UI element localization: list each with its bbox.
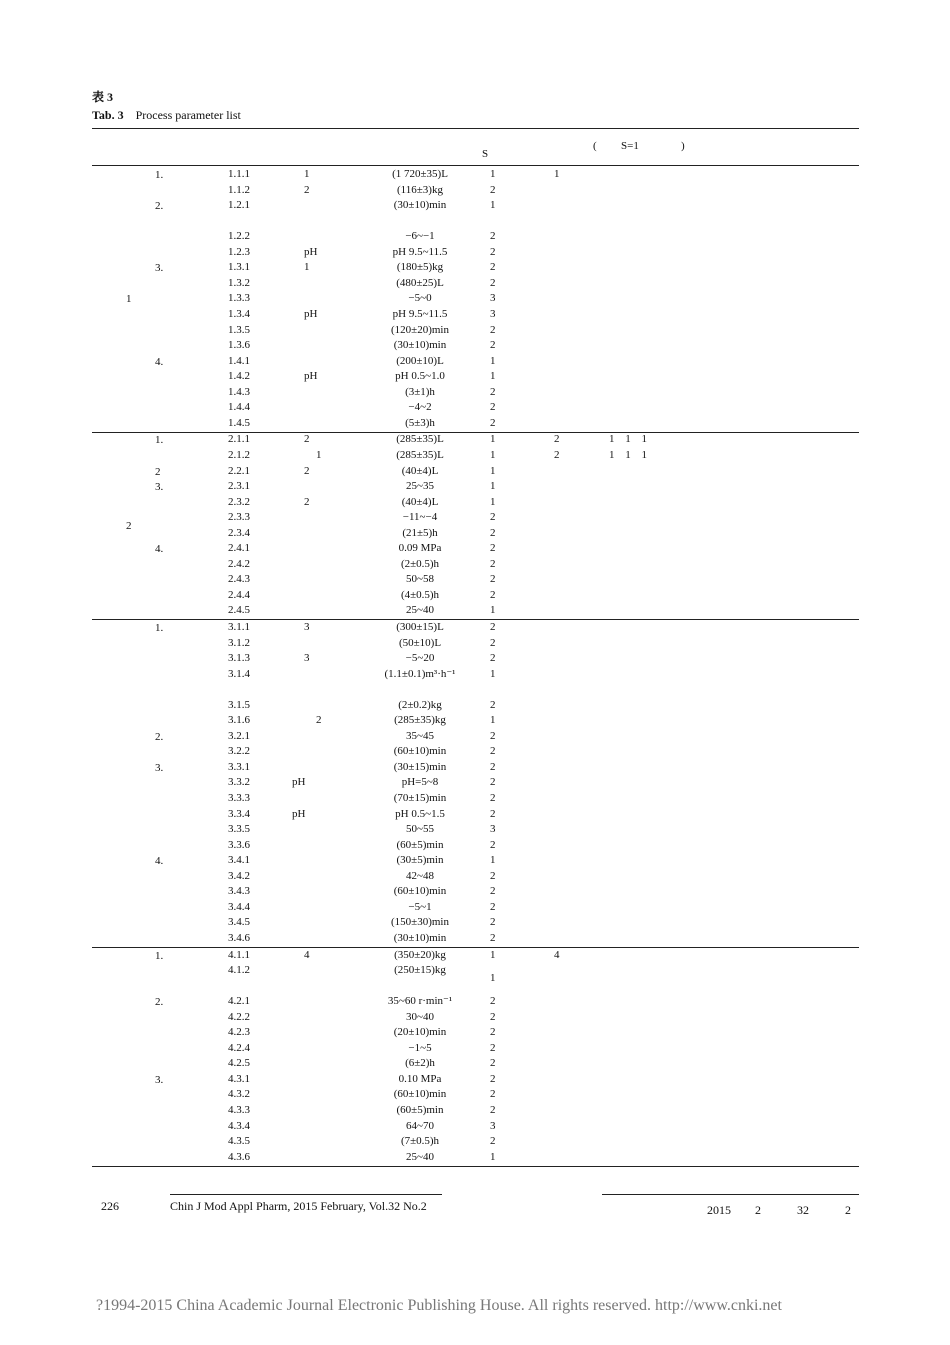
param-value: (350±20)kg xyxy=(394,948,446,961)
param-s-level: 2 xyxy=(490,838,496,851)
param-extra: 1 1 1 xyxy=(609,433,647,446)
param-s-level: 2 xyxy=(490,931,496,944)
param-id: 4.2.1 xyxy=(228,995,250,1008)
param-value: (120±20)min xyxy=(391,323,449,336)
param-value: −5~0 xyxy=(408,292,432,305)
param-s-level: 1 xyxy=(490,495,496,508)
param-s-level: 2 xyxy=(490,1026,496,1039)
param-s-level: 2 xyxy=(490,401,496,414)
header-note-open: ( xyxy=(593,140,597,152)
param-s-level: 1 xyxy=(490,480,496,492)
param-id: 4.2.2 xyxy=(228,1010,250,1023)
param-value: (21±5)h xyxy=(402,526,438,539)
param-value: (20±10)min xyxy=(393,1026,447,1039)
param-value: (285±35)L xyxy=(396,433,444,446)
param-s-level: 2 xyxy=(490,385,496,398)
param-value: 25~40 xyxy=(406,1150,434,1163)
param-material: pH xyxy=(304,370,318,383)
param-value: 25~40 xyxy=(406,604,434,617)
section-label: 1. xyxy=(155,949,164,962)
table-top-rule xyxy=(92,128,859,129)
section-label: 1. xyxy=(155,434,164,447)
section-label: 3. xyxy=(155,481,164,493)
param-value: pH 0.5~1.5 xyxy=(395,807,445,820)
param-value: 42~48 xyxy=(406,869,434,882)
param-id: 3.3.2 xyxy=(228,776,250,789)
group-label: 2 xyxy=(126,519,132,532)
param-s-level: 2 xyxy=(490,995,496,1008)
param-value: −5~1 xyxy=(408,900,432,913)
param-value: (4±0.5)h xyxy=(400,588,440,601)
param-s-level: 2 xyxy=(490,526,496,539)
param-value: −6~−1 xyxy=(405,230,435,243)
param-value: (60±10)min xyxy=(393,885,447,898)
table-bottom-rule xyxy=(92,1166,859,1167)
param-material: 1 xyxy=(304,168,310,180)
param-s-level: 2 xyxy=(490,1057,496,1070)
param-s-level: 1 xyxy=(490,714,496,727)
param-material: 3 xyxy=(304,652,310,664)
param-s-level: 2 xyxy=(490,1104,496,1116)
param-id: 3.4.2 xyxy=(228,869,250,882)
param-material: 2 xyxy=(304,464,310,477)
param-id: 1.4.4 xyxy=(228,401,250,414)
param-s-level: 2 xyxy=(490,900,496,913)
param-s-level: 1 xyxy=(490,370,496,383)
param-value: (50±10)L xyxy=(398,636,442,649)
param-id: 1.4.5 xyxy=(228,416,250,429)
section-label: 4. xyxy=(155,543,164,556)
param-value: pH 9.5~11.5 xyxy=(392,308,448,320)
param-value: 35~45 xyxy=(406,729,434,742)
param-id: 2.4.1 xyxy=(228,542,250,555)
section-label: 3. xyxy=(155,761,164,774)
param-id: 1.1.2 xyxy=(228,183,250,196)
param-s-level: 2 xyxy=(490,729,496,742)
param-value: (2±0.5)h xyxy=(400,557,440,570)
param-value: (30±10)min xyxy=(393,931,447,944)
param-id: 1.4.2 xyxy=(228,370,250,383)
param-id: 3.1.3 xyxy=(228,652,250,664)
param-value: pH=5~8 xyxy=(401,776,439,789)
page-number: 226 xyxy=(101,1199,119,1213)
param-value: (40±4)L xyxy=(401,464,439,477)
param-s-level: 2 xyxy=(490,1010,496,1023)
param-id: 4.2.4 xyxy=(228,1041,250,1054)
param-value: (150±30)min xyxy=(391,916,449,929)
param-material: 2 xyxy=(304,495,310,508)
param-id: 1.3.1 xyxy=(228,261,250,274)
param-id: 3.4.4 xyxy=(228,900,250,913)
param-value: (200±10)L xyxy=(396,354,444,367)
section-label: 2 xyxy=(155,465,161,478)
param-value: 0.09 MPa xyxy=(398,542,442,555)
group-divider xyxy=(92,432,859,433)
table-caption-en xyxy=(92,108,241,123)
param-id: 3.1.6 xyxy=(228,714,250,727)
param-id: 2.3.1 xyxy=(228,480,250,492)
param-note: 2 xyxy=(554,433,560,446)
param-material: pH xyxy=(304,245,318,258)
param-id: 4.3.2 xyxy=(228,1088,250,1101)
param-s-level: 1 xyxy=(490,604,496,617)
param-s-level: 2 xyxy=(490,776,496,789)
param-value: (285±35)L xyxy=(396,448,444,461)
param-value: pH 0.5~1.0 xyxy=(395,370,445,383)
param-id: 4.3.4 xyxy=(228,1119,250,1132)
param-id: 3.3.5 xyxy=(228,823,250,836)
param-value: (2±0.2)kg xyxy=(398,698,442,711)
section-label: 1. xyxy=(155,621,164,634)
param-value: (30±5)min xyxy=(396,854,444,867)
param-s-level: 2 xyxy=(490,1135,496,1148)
param-value: (60±5)min xyxy=(396,838,444,851)
param-s-level: 3 xyxy=(490,292,496,305)
param-s-level: 2 xyxy=(490,183,496,196)
header-note-value: S=1 xyxy=(621,140,639,152)
param-value: (116±3)kg xyxy=(397,183,443,196)
param-material: 1 xyxy=(304,261,310,274)
param-value: (3±1)h xyxy=(405,385,435,398)
table-caption-cn: 表 3 xyxy=(92,90,114,104)
param-id: 2.3.3 xyxy=(228,511,250,524)
param-value: 25~35 xyxy=(406,480,434,492)
param-id: 3.4.5 xyxy=(228,916,250,929)
param-id: 2.4.2 xyxy=(228,557,250,570)
param-value: 50~58 xyxy=(406,573,434,586)
footer-right-rule xyxy=(602,1194,859,1195)
param-id: 3.3.3 xyxy=(228,792,250,804)
param-value: (60±5)min xyxy=(396,1104,444,1116)
param-s-level: 2 xyxy=(490,261,496,274)
param-value: (30±15)min xyxy=(393,760,447,773)
param-value: (1 720±35)L xyxy=(392,168,448,180)
param-s-level: 3 xyxy=(490,1119,496,1132)
cnki-watermark: ?1994-2015 China Academic Journal Electronic Publishing House. All rights reserved. http://www.cnki.net xyxy=(96,1297,782,1314)
param-value: (6±2)h xyxy=(405,1057,435,1070)
param-s-level: 1 xyxy=(490,854,496,867)
param-id: 1.3.3 xyxy=(228,292,250,305)
param-value: 30~40 xyxy=(406,1010,434,1023)
journal-citation-cn: 2015 2 32 2 xyxy=(707,1203,852,1217)
section-label: 3. xyxy=(155,1073,164,1086)
param-s-level: 1 xyxy=(490,1150,496,1163)
param-id: 4.1.1 xyxy=(228,948,250,961)
param-material: 1 xyxy=(316,448,322,461)
param-material: 4 xyxy=(304,948,310,961)
table-title: Process parameter list xyxy=(135,108,241,122)
param-value: 0.10 MPa xyxy=(398,1072,442,1085)
param-id: 1.2.1 xyxy=(228,199,250,212)
param-id: 1.3.6 xyxy=(228,339,250,352)
param-id: 3.1.5 xyxy=(228,698,250,711)
param-id: 4.2.3 xyxy=(228,1026,250,1039)
param-s-level: 1 xyxy=(490,448,496,461)
param-s-level: 2 xyxy=(490,1041,496,1054)
param-id: 1.3.5 xyxy=(228,323,250,336)
param-s-level: 2 xyxy=(490,511,496,524)
journal-citation: Chin J Mod Appl Pharm, 2015 February, Vol.32 No.2 xyxy=(170,1199,427,1213)
param-value: (7±0.5)h xyxy=(400,1135,440,1148)
param-s-level: 1 xyxy=(490,168,496,180)
param-id: 3.3.1 xyxy=(228,760,250,773)
param-value: −1~5 xyxy=(408,1041,432,1054)
param-id: 4.3.5 xyxy=(228,1135,250,1148)
param-s-level: 2 xyxy=(490,620,496,633)
param-id: 3.3.6 xyxy=(228,838,250,851)
param-s-level: 2 xyxy=(490,573,496,586)
param-s-level: 2 xyxy=(490,1088,496,1101)
param-s-level: 3 xyxy=(490,308,496,320)
param-id: 2.3.2 xyxy=(228,495,250,508)
param-material: pH xyxy=(292,807,306,820)
param-id: 3.2.1 xyxy=(228,729,250,742)
param-extra: 1 1 1 xyxy=(609,448,647,461)
param-s-level: 2 xyxy=(490,588,496,601)
param-s-level: 1 xyxy=(490,354,496,367)
param-material: 3 xyxy=(304,620,310,633)
param-id: 3.1.1 xyxy=(228,620,250,633)
section-label: 2. xyxy=(155,730,164,743)
param-s-level: 2 xyxy=(490,792,496,804)
param-id: 4.3.3 xyxy=(228,1104,250,1116)
param-s-level: 2 xyxy=(490,542,496,555)
param-s-level: 2 xyxy=(490,230,496,243)
param-s-level: 1 xyxy=(490,199,496,212)
param-s-level: 1 xyxy=(490,972,496,984)
param-s-level: 2 xyxy=(490,245,496,258)
param-id: 1.3.2 xyxy=(228,276,250,289)
section-label: 4. xyxy=(155,855,164,868)
param-s-level: 1 xyxy=(490,948,496,961)
param-id: 2.2.1 xyxy=(228,464,250,477)
param-s-level: 2 xyxy=(490,416,496,429)
param-material: 2 xyxy=(304,183,310,196)
group-divider xyxy=(92,619,859,620)
param-id: 1.4.3 xyxy=(228,385,250,398)
header-s-column: S xyxy=(482,148,489,160)
param-id: 3.4.6 xyxy=(228,931,250,944)
param-s-level: 2 xyxy=(490,698,496,711)
param-id: 2.3.4 xyxy=(228,526,250,539)
param-s-level: 2 xyxy=(490,276,496,289)
param-id: 1.2.2 xyxy=(228,230,250,243)
param-id: 3.4.1 xyxy=(228,854,250,867)
param-value: (1.1±0.1)m³·h⁻¹ xyxy=(384,667,456,680)
param-material: pH xyxy=(292,776,306,789)
param-value: (60±10)min xyxy=(393,745,447,758)
param-s-level: 2 xyxy=(490,885,496,898)
section-label: 3. xyxy=(155,262,164,275)
param-value: (480±25)L xyxy=(396,276,444,289)
param-value: 35~60 r·min⁻¹ xyxy=(387,995,453,1008)
param-value: (300±15)L xyxy=(396,620,444,633)
param-value: (70±15)min xyxy=(393,792,447,804)
param-value: (30±10)min xyxy=(393,199,447,212)
table-label: Tab. 3 xyxy=(92,108,124,122)
param-value: (30±10)min xyxy=(393,339,447,352)
section-label: 2. xyxy=(155,200,164,213)
param-value: (250±15)kg xyxy=(394,964,446,976)
param-s-level: 1 xyxy=(490,667,496,680)
param-id: 1.1.1 xyxy=(228,168,250,180)
param-material: pH xyxy=(304,308,318,320)
param-value: −4~2 xyxy=(408,401,432,414)
param-value: (285±35)kg xyxy=(394,714,446,727)
param-value: (5±3)h xyxy=(405,416,435,429)
param-id: 4.3.1 xyxy=(228,1072,250,1085)
param-s-level: 1 xyxy=(490,464,496,477)
param-id: 2.4.4 xyxy=(228,588,250,601)
param-id: 2.4.3 xyxy=(228,573,250,586)
header-note-close: ) xyxy=(681,140,685,152)
param-value: (180±5)kg xyxy=(396,261,444,274)
group-divider xyxy=(92,947,859,948)
param-value: −11~−4 xyxy=(402,511,438,524)
param-material: 2 xyxy=(304,433,310,446)
param-id: 4.3.6 xyxy=(228,1150,250,1163)
param-s-level: 2 xyxy=(490,807,496,820)
param-s-level: 3 xyxy=(490,823,496,836)
param-s-level: 2 xyxy=(490,760,496,773)
param-s-level: 2 xyxy=(490,745,496,758)
param-id: 4.2.5 xyxy=(228,1057,250,1070)
param-material: 2 xyxy=(316,714,322,727)
param-note: 1 xyxy=(554,168,560,180)
param-id: 3.4.3 xyxy=(228,885,250,898)
param-s-level: 2 xyxy=(490,323,496,336)
param-s-level: 2 xyxy=(490,1072,496,1085)
footer-left-rule xyxy=(170,1194,442,1195)
param-s-level: 2 xyxy=(490,557,496,570)
section-label: 1. xyxy=(155,169,164,181)
param-id: 1.4.1 xyxy=(228,354,250,367)
group-label: 1 xyxy=(126,293,132,306)
param-id: 3.3.4 xyxy=(228,807,250,820)
param-value: (40±4)L xyxy=(401,495,439,508)
param-id: 2.1.2 xyxy=(228,448,250,461)
param-s-level: 2 xyxy=(490,869,496,882)
param-note: 2 xyxy=(554,448,560,461)
param-note: 4 xyxy=(554,948,560,961)
param-id: 4.1.2 xyxy=(228,964,250,976)
param-id: 1.2.3 xyxy=(228,245,250,258)
param-s-level: 1 xyxy=(490,433,496,446)
param-id: 3.2.2 xyxy=(228,745,250,758)
param-value: −5~20 xyxy=(405,652,435,664)
param-value: (60±10)min xyxy=(393,1088,447,1101)
param-s-level: 2 xyxy=(490,652,496,664)
param-s-level: 2 xyxy=(490,636,496,649)
section-label: 4. xyxy=(155,355,164,368)
param-value: 64~70 xyxy=(406,1119,434,1132)
param-value: 50~55 xyxy=(406,823,434,836)
param-id: 3.1.2 xyxy=(228,636,250,649)
param-id: 3.1.4 xyxy=(228,667,250,680)
section-label: 2. xyxy=(155,996,164,1009)
param-s-level: 2 xyxy=(490,339,496,352)
param-id: 1.3.4 xyxy=(228,308,250,320)
table-header-rule xyxy=(92,165,859,166)
param-s-level: 2 xyxy=(490,916,496,929)
param-id: 2.1.1 xyxy=(228,433,250,446)
param-id: 2.4.5 xyxy=(228,604,250,617)
param-value: pH 9.5~11.5 xyxy=(392,245,448,258)
